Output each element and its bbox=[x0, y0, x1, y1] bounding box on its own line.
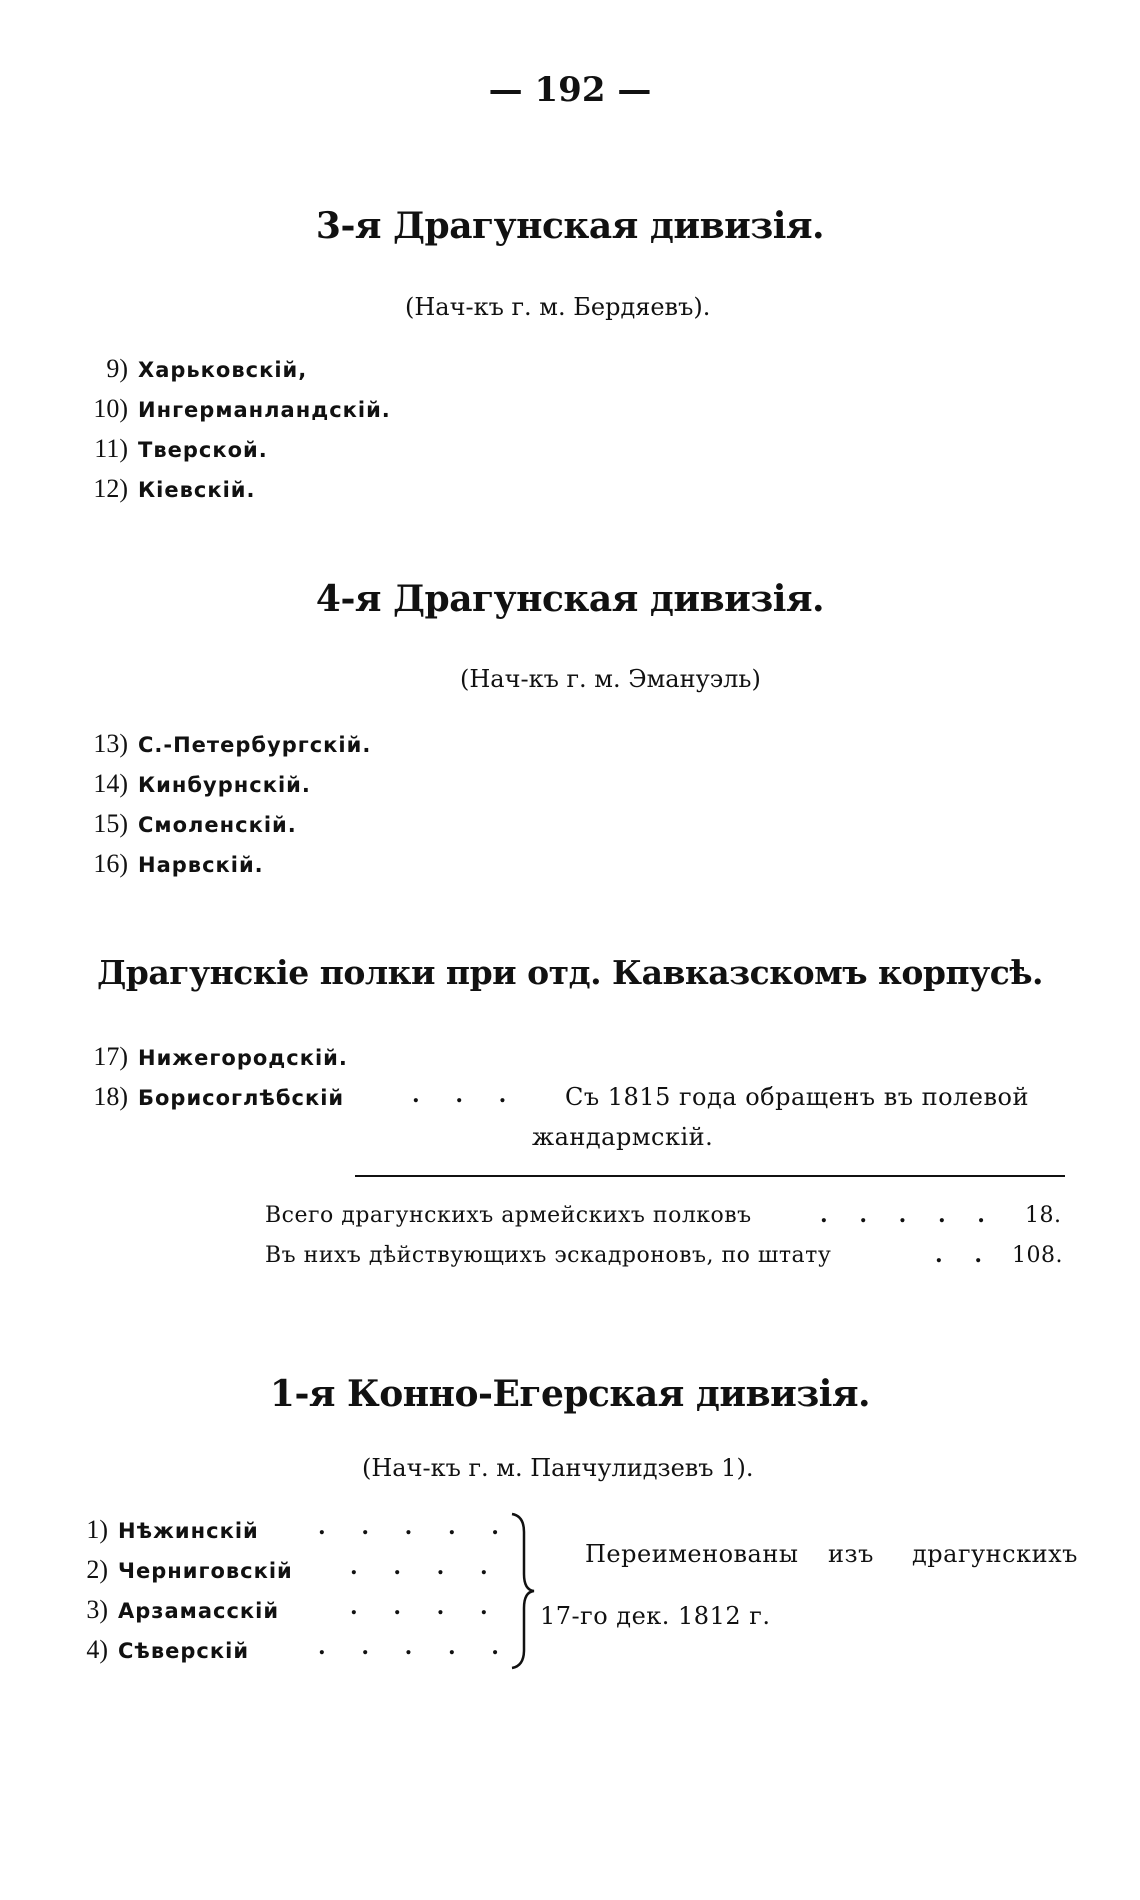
regiment-name: Нѣжинскій bbox=[118, 1519, 259, 1543]
leader-dots: . . . bbox=[412, 1082, 521, 1108]
commander-3rd-division: (Нач-къ г. м. Бердяевъ). bbox=[405, 293, 711, 321]
separator-rule bbox=[355, 1175, 1065, 1177]
regiment-entry bbox=[70, 726, 371, 762]
regiment-entry bbox=[70, 806, 297, 842]
regiment-note-continued: жандармскій. bbox=[532, 1123, 714, 1151]
regiment-number: 3) bbox=[86, 1595, 108, 1624]
regiment-entry bbox=[70, 1039, 348, 1075]
leader-dots: . . . . . bbox=[820, 1202, 997, 1228]
regiment-name: Ингерманландскій. bbox=[138, 398, 391, 422]
regiment-entry bbox=[48, 1512, 259, 1548]
regiment-number: 11) bbox=[94, 434, 128, 463]
regiment-number: 14) bbox=[93, 769, 128, 798]
regiment-number: 16) bbox=[93, 849, 128, 878]
regiment-name: Кіевскій. bbox=[138, 478, 256, 502]
regiment-entry bbox=[70, 846, 264, 882]
regiment-number: 9) bbox=[106, 354, 128, 383]
total-value: 18. bbox=[1025, 1203, 1062, 1228]
regiment-number: 15) bbox=[93, 809, 128, 838]
leader-dots: . . . . . bbox=[318, 1514, 513, 1540]
regiment-name: С.-Петербургскій. bbox=[138, 733, 372, 757]
rename-note: изъ bbox=[828, 1540, 874, 1568]
regiment-name: Арзамасскій bbox=[118, 1599, 280, 1623]
regiment-name: Сѣверскій bbox=[118, 1639, 250, 1663]
regiment-entry bbox=[48, 1552, 293, 1588]
regiment-number: 10) bbox=[93, 394, 128, 423]
regiment-entry bbox=[70, 766, 311, 802]
total-value: 108. bbox=[1012, 1243, 1063, 1268]
regiment-entry bbox=[70, 471, 256, 507]
regiment-entry bbox=[70, 351, 307, 387]
regiment-name: Черниговскій bbox=[118, 1559, 293, 1583]
total-label: Въ нихъ дѣйствующихъ эскадроновъ, по штату bbox=[265, 1243, 832, 1268]
regiment-number: 12) bbox=[93, 474, 128, 503]
heading-4th-dragoon-division: 4-я Драгунская дивизія. bbox=[315, 578, 825, 620]
leader-dots: . . . . bbox=[350, 1554, 502, 1580]
leader-dots: . . . . bbox=[350, 1594, 502, 1620]
regiment-name: Нижегородскій. bbox=[138, 1046, 348, 1070]
regiment-number: 2) bbox=[86, 1555, 108, 1584]
rename-note: Переименованы bbox=[585, 1540, 799, 1568]
regiment-note: Съ 1815 года обращенъ въ полевой bbox=[565, 1083, 1029, 1111]
regiment-entry bbox=[70, 391, 391, 427]
total-label: Всего драгунскихъ армейскихъ полковъ bbox=[265, 1203, 752, 1228]
right-brace-icon bbox=[508, 1512, 538, 1670]
leader-dots: . . bbox=[935, 1242, 994, 1268]
regiment-name: Смоленскій. bbox=[138, 813, 297, 837]
rename-date: 17-го дек. 1812 г. bbox=[540, 1602, 771, 1630]
regiment-number: 4) bbox=[86, 1635, 108, 1664]
rename-note: драгунскихъ bbox=[912, 1540, 1078, 1568]
commander-horse-jaeger-division: (Нач-къ г. м. Панчулидзевъ 1). bbox=[362, 1454, 754, 1482]
regiment-number: 17) bbox=[93, 1042, 128, 1071]
regiment-entry bbox=[70, 431, 268, 467]
regiment-name: Тверской. bbox=[138, 438, 268, 462]
regiment-number: 1) bbox=[86, 1515, 108, 1544]
regiment-entry bbox=[48, 1592, 279, 1628]
commander-4th-division: (Нач-къ г. м. Эмануэль) bbox=[460, 665, 761, 693]
leader-dots: . . . . . bbox=[318, 1634, 513, 1660]
regiment-name: Харьковскій, bbox=[138, 358, 308, 382]
page-number: — 192 — bbox=[488, 70, 652, 110]
regiment-number: 18) bbox=[93, 1082, 128, 1111]
regiment-entry bbox=[48, 1632, 249, 1668]
heading-caucasus-corps: Драгунскіе полки при отд. Кавказскомъ корпусѣ. bbox=[96, 953, 1044, 992]
regiment-name: Нарвскій. bbox=[138, 853, 264, 877]
regiment-name: Кинбурнскій. bbox=[138, 773, 311, 797]
regiment-entry bbox=[70, 1079, 344, 1115]
regiment-name: Борисоглѣбскій bbox=[138, 1086, 345, 1110]
heading-3rd-dragoon-division: 3-я Драгунская дивизія. bbox=[315, 205, 825, 247]
regiment-number: 13) bbox=[93, 729, 128, 758]
heading-1st-horse-jaeger-division: 1-я Конно-Егерская дивизія. bbox=[269, 1373, 871, 1415]
